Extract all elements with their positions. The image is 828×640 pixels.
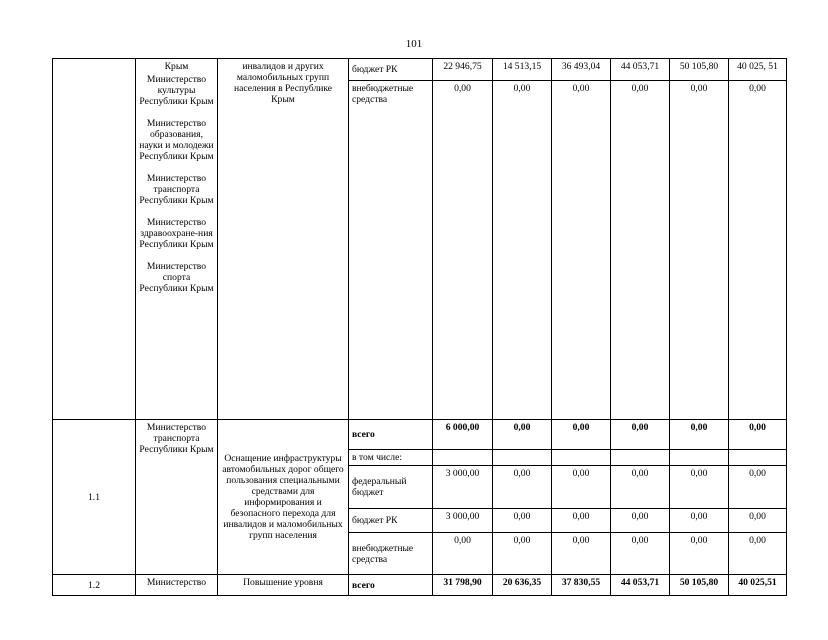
value-cell: 50 105,80	[670, 59, 729, 81]
value-cell: 0,00	[433, 81, 493, 420]
funding-source: внебюджетные средства	[349, 533, 433, 575]
value-cell: 3 000,00	[433, 509, 493, 533]
executor-name: Крым	[164, 61, 189, 72]
row-number-cell	[53, 59, 136, 420]
value-cell: 0,00	[552, 466, 611, 509]
value-cell: 31 798,90	[433, 575, 493, 596]
executor-cell: Министерство транспорта Республики Крым	[136, 420, 218, 575]
page-number: 101	[405, 38, 423, 50]
value-cell: 0,00	[552, 509, 611, 533]
executor-name: Министерство транспорта Республики Крым	[139, 173, 214, 206]
value-cell: 0,00	[729, 533, 787, 575]
value-cell: 0,00	[433, 533, 493, 575]
value-cell: 0,00	[729, 509, 787, 533]
value-cell: 22 946,75	[433, 59, 493, 81]
funding-source: бюджет РК	[349, 59, 433, 81]
value-cell: 0,00	[552, 533, 611, 575]
value-cell: 0,00	[729, 81, 787, 420]
value-cell: 0,00	[611, 81, 670, 420]
value-cell: 44 053,71	[611, 575, 670, 596]
value-cell: 0,00	[670, 466, 729, 509]
funding-source: всего	[349, 420, 433, 450]
executor-name: Министерство образования, науки и молодежи Республики Крым	[139, 118, 214, 162]
executor-cell	[136, 59, 218, 420]
value-cell: 0,00	[493, 420, 552, 450]
funding-source: в том числе:	[349, 450, 433, 466]
value-cell: 0,00	[729, 420, 787, 450]
funding-source: федеральный бюджет	[349, 466, 433, 509]
value-cell: 0,00	[670, 533, 729, 575]
value-cell: 0,00	[611, 420, 670, 450]
value-cell: 0,00	[611, 466, 670, 509]
value-cell: 0,00	[493, 509, 552, 533]
executor-name: Министерство здравоохране-ния Республики Крым	[139, 217, 214, 250]
value-cell: 20 636,35	[493, 575, 552, 596]
value-cell: 6 000,00	[433, 420, 493, 450]
value-cell: 14 513,15	[493, 59, 552, 81]
value-cell: 0,00	[729, 466, 787, 509]
value-cell: 36 493,04	[552, 59, 611, 81]
value-cell: 50 105,80	[670, 575, 729, 596]
value-cell: 0,00	[670, 81, 729, 420]
value-cell: 0,00	[493, 81, 552, 420]
executor-name: Министерство культуры Республики Крым	[139, 74, 214, 107]
value-cell: 37 830,55	[552, 575, 611, 596]
event-cell: Оснащение инфраструктуры автомобильных дорог общего пользования специальными средствами для информирования и безопасного перехода для инвалидов и маломобильных групп населения	[218, 420, 349, 575]
event-cell: Повышение уровня	[218, 575, 349, 596]
value-cell: 3 000,00	[433, 466, 493, 509]
value-cell: 0,00	[552, 420, 611, 450]
value-cell: 44 053,71	[611, 59, 670, 81]
event-cell: инвалидов и других маломобильных групп населения в Республике Крым	[218, 59, 349, 420]
value-cell: 40 025, 51	[729, 59, 787, 81]
funding-source: бюджет РК	[349, 509, 433, 533]
value-cell: 40 025,51	[729, 575, 787, 596]
row-number: 1.2	[53, 575, 136, 596]
funding-source: внебюджетные средства	[349, 81, 433, 420]
funding-table	[52, 58, 787, 596]
value-cell: 0,00	[670, 420, 729, 450]
value-cell: 0,00	[493, 533, 552, 575]
value-cell: 0,00	[552, 81, 611, 420]
value-cell: 0,00	[611, 509, 670, 533]
value-cell: 0,00	[611, 533, 670, 575]
value-cell: 0,00	[670, 509, 729, 533]
executor-name: Министерство спорта Республики Крым	[139, 261, 214, 294]
executor-cell: Министерство	[136, 575, 218, 596]
value-cell: 0,00	[493, 466, 552, 509]
row-number: 1.1	[53, 420, 136, 575]
funding-source: всего	[349, 575, 433, 596]
